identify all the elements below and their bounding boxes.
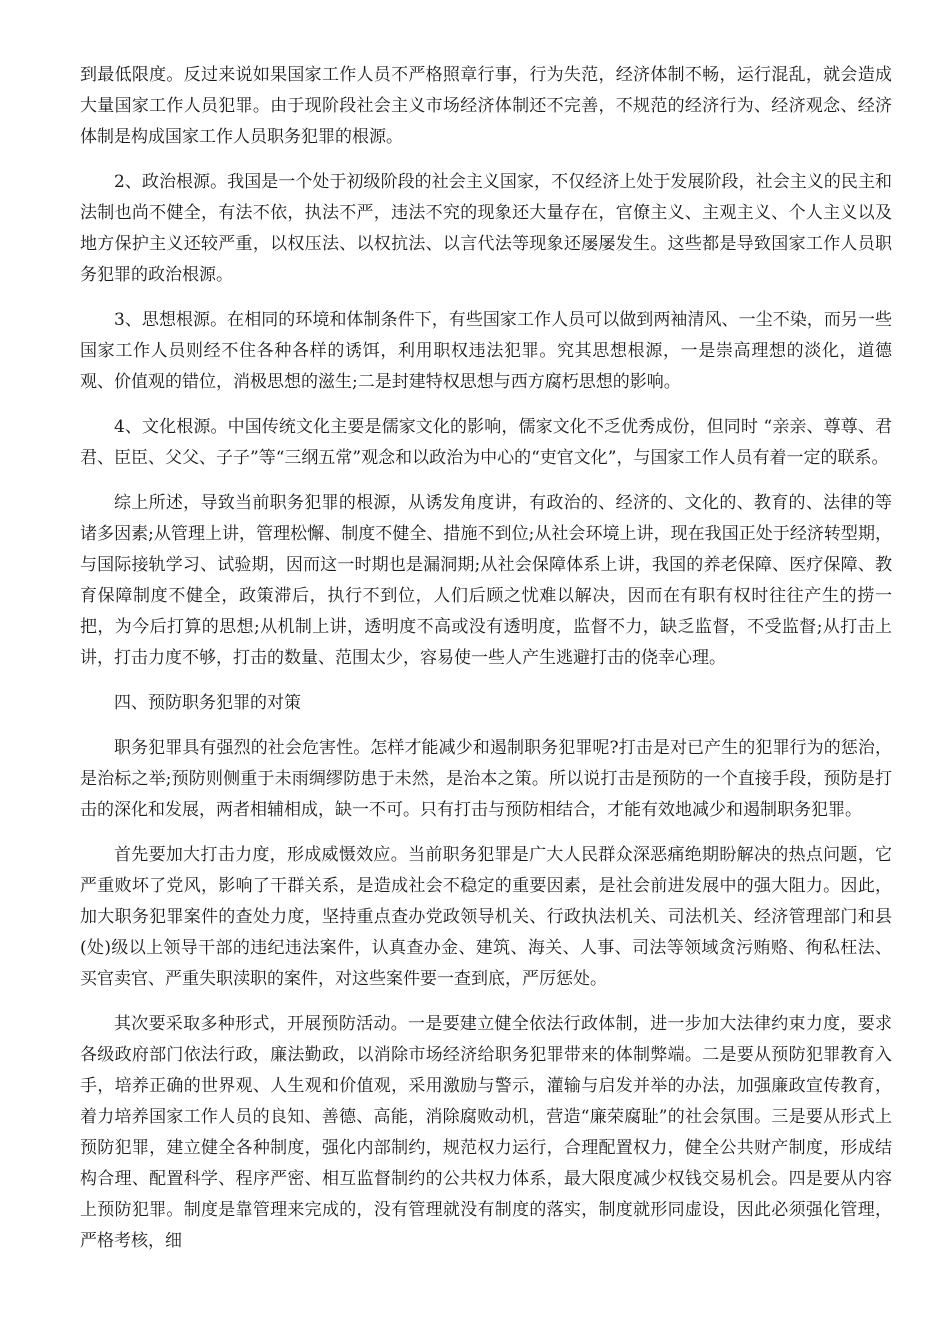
paragraph-prevention-intro: 职务犯罪具有强烈的社会危害性。怎样才能减少和遏制职务犯罪呢?打击是对已产生的犯罪行为的惩治，是治标之举;预防则侧重于未雨绸缪防患于未然，是治本之策。所以说打击是预防的一个直接手段，预防是打击的深化和发展，两者相辅相成，缺一不可。只有打击与预防相结合，才能有效地减少和遏制职务犯罪。	[80, 738, 892, 820]
document-page	[80, 60, 892, 1271]
paragraph-prevention-activities: 其次要采取多种形式，开展预防活动。一是要建立健全依法行政体制，进一步加大法律约束力度，要求各级政府部门依法行政，廉法勤政，以消除市场经济给职务犯罪带来的体制弊端。二是要从预防犯罪教育入手，培养正确的世界观、人生观和价值观，采用激励与警示，灌输与启发并举的办法，加强廉政宣传教育，着力培养国家工作人员的良知、善德、高能，消除腐败动机，营造“廉荣腐耻”的社会氛围。三是要从形式上预防犯罪，建立健全各种制度，强化内部制约，规范权力运行，合理配置权力，健全公共财产制度，形成结构合理、配置科学、程序严密、相互监督制约的公共权力体系，最大限度减少权钱交易机会。四是要从内容上预防犯罪。制度是靠管理来完成的，没有管理就没有制度的落实，制度就形同虚设，因此必须强化管理，严格考核，细	[80, 1014, 892, 1251]
paragraph-economic-root-continued: 到最低限度。反过来说如果国家工作人员不严格照章行事，行为失范，经济体制不畅，运行混乱，就会造成大量国家工作人员犯罪。由于现阶段社会主义市场经济体制还不完善，不规范的经济行为、经济观念、经济体制是构成国家工作人员职务犯罪的根源。	[80, 65, 892, 147]
paragraph-cultural-root: 4、文化根源。中国传统文化主要是儒家文化的影响，儒家文化不乏优秀成份，但同时 “亲亲、尊尊、君君、臣臣、父父、子子”等“三纲五常”观念和以政治为中心的“吏官文化”，与国家工作人员有着一定的联系。	[80, 417, 892, 468]
section-heading-prevention: 四、预防职务犯罪的对策	[114, 693, 301, 713]
paragraph-strengthen-crackdown: 首先要加大打击力度，形成威慑效应。当前职务犯罪是广大人民群众深恶痛绝期盼解决的热点问题，它严重败坏了党风，影响了干群关系，是造成社会不稳定的重要因素，是社会前进发展中的强大阻力。因此，加大职务犯罪案件的查处力度，坚持重点查办党政领导机关、行政执法机关、司法机关、经济管理部门和县(处)级以上领导干部的违纪违法案件，认真查办金、建筑、海关、人事、司法等领域贪污贿赂、徇私枉法、买官卖官、严重失职渎职的案件，对这些案件要一查到底，严厉惩处。	[80, 845, 892, 989]
paragraph-ideological-root: 3、思想根源。在相同的环境和体制条件下，有些国家工作人员可以做到两袖清风、一尘不染，而另一些国家工作人员则经不住各种各样的诱饵，利用职权违法犯罪。究其思想根源，一是崇高理想的淡化，道德观、价值观的错位，消极思想的滋生;二是封建特权思想与西方腐朽思想的影响。	[80, 310, 892, 392]
paragraph-summary: 综上所述，导致当前职务犯罪的根源，从诱发角度讲，有政治的、经济的、文化的、教育的、法律的等诸多因素;从管理上讲，管理松懈、制度不健全、措施不到位;从社会环境上讲，现在我国正处于经济转型期，与国际接轨学习、试验期，因而这一时期也是漏洞期;从社会保障体系上讲，我国的养老保障、医疗保障、教育保障制度不健全，政策滞后，执行不到位，人们后顾之忧难以解决，因而在有职有权时往往产生的捞一把，为今后打算的思想;从机制上讲，透明度不高或没有透明度，监督不力，缺乏监督，不受监督;从打击上讲，打击力度不够，打击的数量、范围太少，容易使一些人产生逃避打击的侥幸心理。	[80, 493, 892, 668]
paragraph-political-root: 2、政治根源。我国是一个处于初级阶段的社会主义国家，不仅经济上处于发展阶段，社会主义的民主和法制也尚不健全，有法不依，执法不严，违法不究的现象还大量存在，官僚主义、主观主义、个人主义以及地方保护主义还较严重，以权压法、以权抗法、以言代法等现象还屡屡发生。这些都是导致国家工作人员职务犯罪的政治根源。	[80, 172, 892, 285]
